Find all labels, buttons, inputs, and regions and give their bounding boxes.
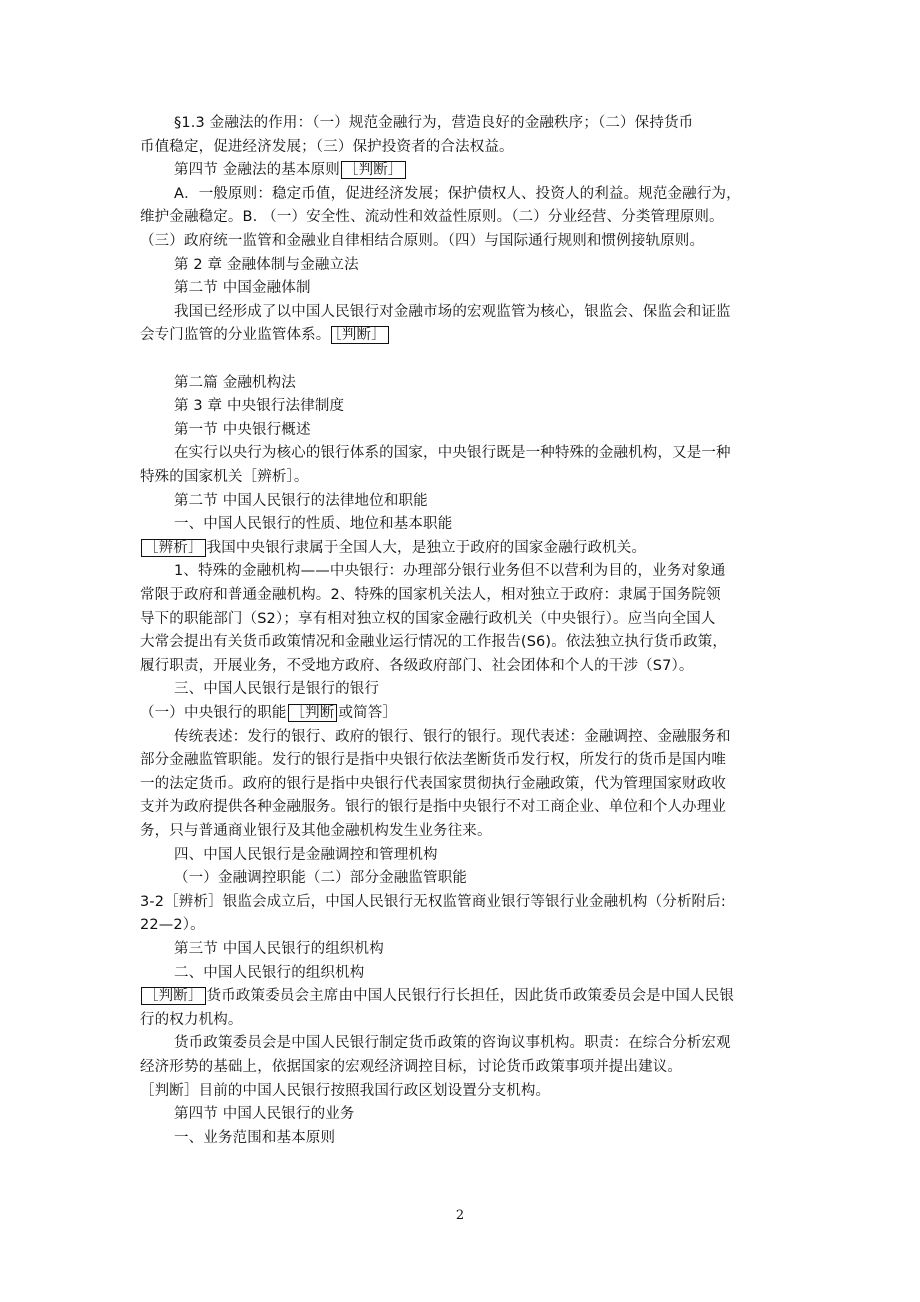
line-text: 四、中国人民银行是金融调控和管理机构 — [174, 846, 438, 863]
line-text: 传统表述：发行的银行、政府的银行、银行的银行。现代表述：金融调控、金融服务和 — [174, 728, 731, 745]
line-text: （一）金融调控职能（二）部分金融监管职能 — [174, 870, 467, 887]
line-text: 22—2）。 — [140, 917, 205, 934]
text-line — [140, 938, 824, 961]
line-text: 3-2［辨析］银监会成立后，中国人民银行无权监管商业银行等银行业金融机构（分析附后: — [140, 893, 726, 910]
line-text: 一、中国人民银行的性质、地位和基本职能 — [174, 516, 453, 533]
boxed-tag: ［判断 — [288, 704, 338, 722]
boxed-tag: ［辨析］ — [141, 539, 206, 557]
text-line — [140, 608, 790, 631]
text-line — [140, 1080, 790, 1103]
line-text: ［判断］目前的中国人民银行按照我国行政区划设置分支机构。 — [140, 1082, 551, 1099]
text-line — [140, 136, 790, 159]
line-text: 导下的职能部门（S2）；享有相对独立权的国家金融行政机关（中央银行）。应当向全国人 — [140, 610, 716, 627]
line-text: 维护金融稳定。B. （一）安全性、流动性和效益性原则。（二）分业经营、分类管理原则。 — [140, 209, 724, 226]
text-line — [140, 560, 824, 583]
text-line — [140, 112, 824, 135]
text-line — [140, 442, 824, 465]
line-text: 第三节 中国人民银行的组织机构 — [174, 941, 384, 957]
text-line — [140, 1032, 824, 1055]
text-line — [140, 513, 824, 536]
line-text: 第四节 中国人民银行的业务 — [174, 1106, 355, 1123]
text-line — [140, 820, 790, 843]
line-text: 货币政策委员会主席由中国人民银行行长担任，因此货币政策委员会是中国人民银 — [206, 988, 735, 1005]
text-line — [140, 159, 824, 182]
text-line — [140, 584, 790, 607]
line-text: 履行职责，开展业务，不受地方政府、各级政府部门、社会团体和个人的干涉（S7）。 — [140, 657, 694, 674]
text-line — [140, 254, 824, 277]
line-text: 第一节 中央银行概述 — [174, 421, 311, 438]
line-text: 货币政策委员会是中国人民银行制定货币政策的咨询议事机构。职责：在综合分析宏观 — [174, 1035, 731, 1052]
line-text: 大常会提出有关货币政策情况和金融业运行情况的工作报告(S6)。依法独立执行货币政策， — [140, 634, 728, 651]
line-text: 特殊的国家机关［辨析］。 — [140, 469, 309, 485]
page-number: 2 — [455, 1208, 465, 1223]
line-text: 一、业务范围和基本原则 — [174, 1129, 336, 1146]
text-line — [140, 702, 790, 725]
text-line — [140, 490, 824, 513]
line-text: 一的法定货币。政府的银行是指中央银行代表国家贯彻执行金融政策，代为管理国家财政收 — [140, 775, 726, 792]
line-text: 支并为政府提供各种金融服务。银行的银行是指中央银行不对工商企业、单位和个人办理业 — [140, 799, 726, 816]
text-line — [140, 183, 824, 206]
text-line — [140, 419, 824, 442]
line-text: 在实行以央行为核心的银行体系的国家，中央银行既是一种特殊的金融机构，又是一种 — [174, 445, 731, 462]
text-line — [140, 206, 790, 229]
text-line — [140, 773, 790, 796]
text-line — [140, 1009, 790, 1032]
text-line — [140, 277, 824, 300]
boxed-tag: ［判断］ — [141, 987, 206, 1005]
line-text: 第 2 章 金融体制与金融立法 — [174, 256, 359, 273]
text-line — [140, 1056, 790, 1079]
text-line — [140, 891, 790, 914]
text-line — [140, 301, 824, 324]
text-line — [140, 749, 790, 772]
line-text: 第 3 章 中央银行法律制度 — [174, 398, 345, 415]
text-line — [140, 844, 824, 867]
line-text: （三）政府统一监管和金融业自律相结合原则。（四）与国际通行规则和惯例接轨原则。 — [140, 233, 705, 249]
line-text: A．一般原则：稳定币值，促进经济发展；保护债权人、投资人的利益。规范金融行为， — [174, 185, 741, 202]
text-line — [140, 678, 824, 701]
line-text: 第二节 中国人民银行的法律地位和职能 — [174, 492, 428, 509]
line-text: 会专门监管的分业监管体系。 — [140, 327, 331, 344]
text-line — [140, 796, 790, 819]
line-text: 币值稳定，促进经济发展；（三）保护投资者的合法权益。 — [140, 138, 514, 155]
line-text: 部分金融监管职能。发行的银行是指中央银行依法垄断货币发行权，所发行的货币是国内唯 — [140, 752, 726, 769]
line-text: 或简答］ — [338, 705, 398, 721]
text-line — [140, 631, 790, 654]
text-line — [140, 867, 824, 890]
line-text: 我国中央银行隶属于全国人大，是独立于政府的国家金融行政机关。 — [206, 539, 647, 556]
boxed-tag: ［判断］ — [341, 161, 406, 179]
line-text: 经济形势的基础上，依据国家的宏观经济调控目标，讨论货币政策事项并提出建议。 — [140, 1059, 683, 1075]
line-text: §1.3 金融法的作用：（一）规范金融行为，营造良好的金融秩序；（二）保持货币 — [174, 115, 694, 131]
line-text: 第二节 中国金融体制 — [174, 280, 311, 297]
line-text: 1、特殊的金融机构——中央银行：办理部分银行业务但不以营利为目的，业务对象通 — [174, 563, 726, 580]
line-text: 第四节 金融法的基本原则 — [174, 162, 340, 179]
text-line — [140, 985, 790, 1008]
line-text: 第二篇 金融机构法 — [174, 374, 296, 391]
line-text: 常限于政府和普通金融机构。2、特殊的国家机关法人，相对独立于政府：隶属于国务院领 — [140, 587, 721, 603]
text-line — [140, 914, 790, 937]
line-text: （一）中央银行的职能 — [140, 705, 287, 721]
line-text: 二、中国人民银行的组织机构 — [174, 964, 365, 981]
text-line — [140, 324, 790, 347]
text-line — [140, 1103, 824, 1126]
text-line — [140, 230, 790, 253]
text-line — [140, 466, 790, 489]
text-line — [140, 962, 824, 985]
boxed-tag: ［判断］ — [331, 326, 388, 344]
line-text: 我国已经形成了以中国人民银行对金融市场的宏观监管为核心，银监会、保监会和证监 — [174, 303, 731, 320]
line-text: 务，只与普通商业银行及其他金融机构发生业务往来。 — [140, 823, 492, 839]
line-text: 行的权力机构。 — [140, 1011, 243, 1028]
text-line — [140, 537, 790, 560]
line-text: 三、中国人民银行是银行的银行 — [174, 681, 380, 698]
text-line — [140, 1127, 824, 1150]
text-line — [140, 655, 790, 678]
text-line — [140, 372, 824, 395]
text-line — [140, 395, 824, 418]
text-line — [140, 726, 824, 749]
